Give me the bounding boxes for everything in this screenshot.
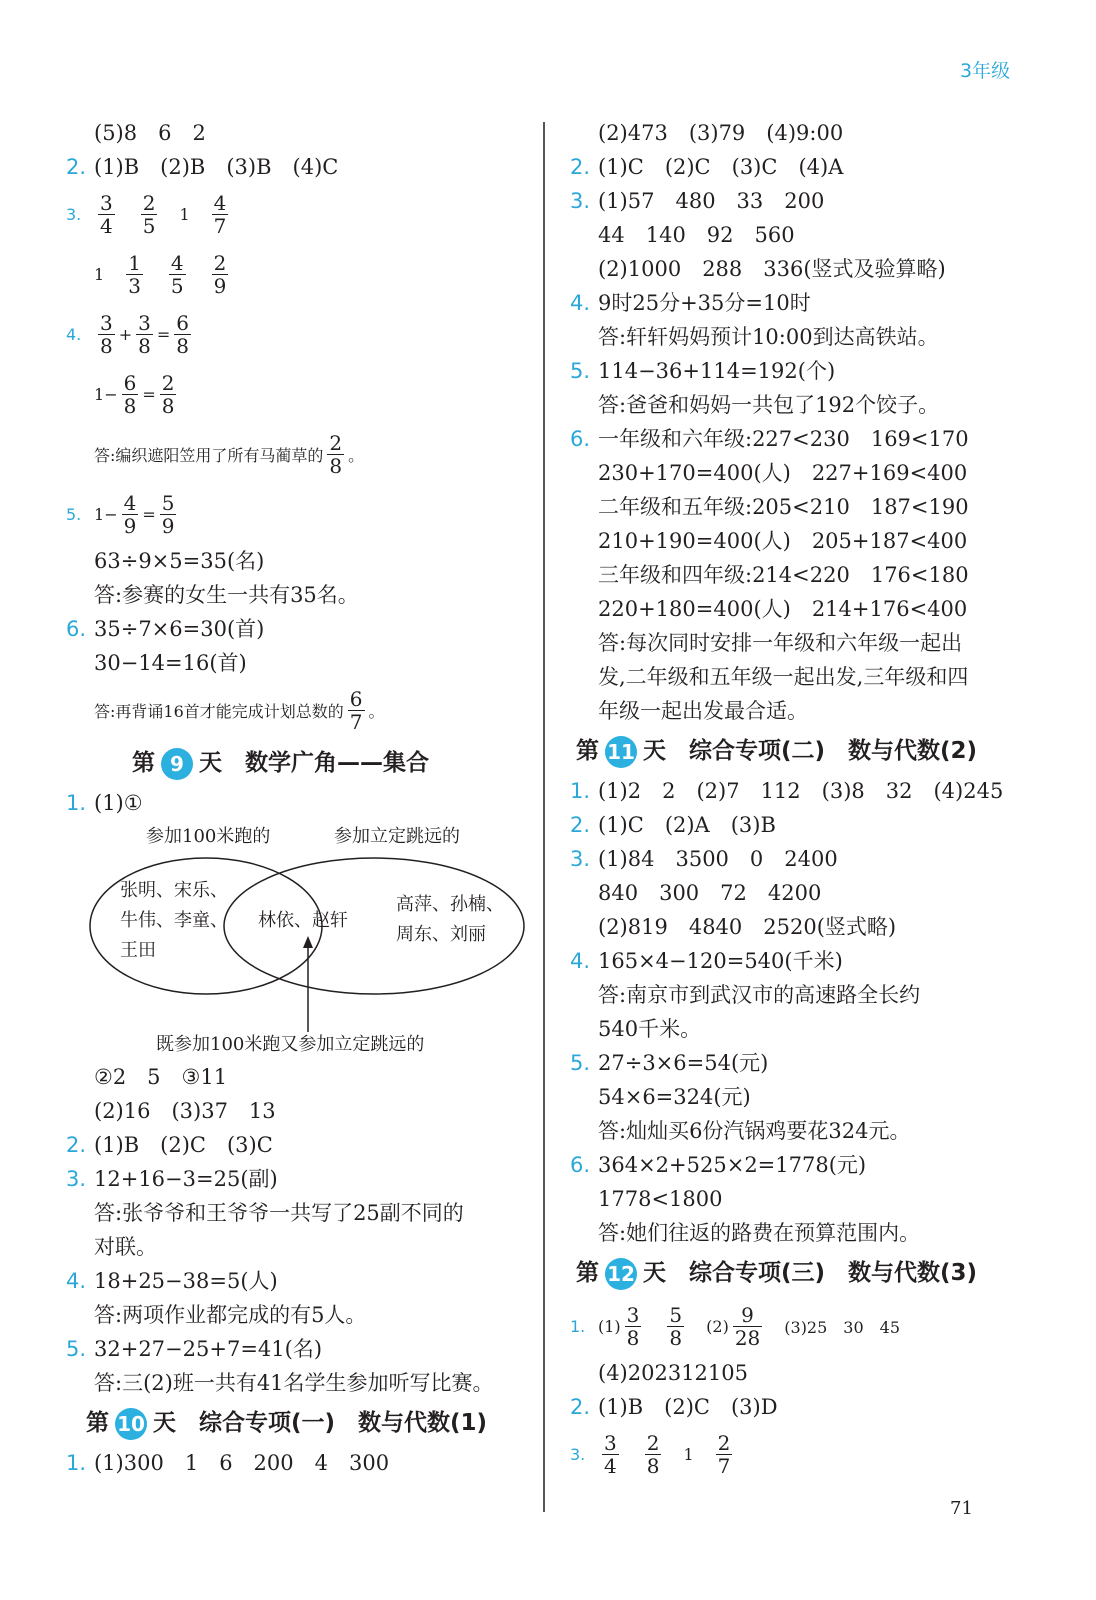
answer-line [570,808,1030,842]
fraction: $\frac{6}{7}$ [349,686,363,734]
answer-text: 27÷3×6=54(元) [598,1051,769,1075]
venn-both-names: 林依、赵轩 [258,910,348,931]
answer-line [570,150,1030,184]
fraction: $\frac{4}{7}$ [213,190,227,238]
answer-text: 1 [94,384,105,404]
left-column [66,116,536,1480]
column-divider [543,122,545,1512]
fraction: $\frac{9}{28}$ [734,1302,761,1350]
section-heading-day10: 第 10 天 综合专项(一) 数与代数(1) [66,1400,536,1446]
operator: = [142,384,156,404]
answer-line [570,842,1030,876]
fraction: $\frac{2}{8}$ [329,430,343,478]
fraction: $\frac{4}{5}$ [170,250,184,298]
answer-line: 答:轩轩妈妈预计10:00到达高铁站。 [598,325,939,349]
operator: − [104,504,118,524]
answer-text: (1)① [94,791,143,815]
answer-line: 发,二年级和五年级一起出发,三年级和四 [598,665,969,689]
answer-line: 答:她们往返的路费在预算范围内。 [598,1221,921,1245]
fraction: $\frac{5}{9}$ [161,490,175,538]
answer-text: 18+25−38=5(人) [94,1269,278,1293]
answer-text: (1) [598,1316,621,1336]
venn-arrow-label: 既参加100米跑又参加立定跳远的 [156,1034,425,1055]
question-number: 5. [66,504,82,524]
question-number: 1. [570,1316,586,1336]
question-number: 1. [66,791,87,815]
answer-text: 一年级和六年级:227<230 169<170 [598,427,969,451]
answer-line [570,1390,1030,1424]
answer-text: 1 [179,204,190,224]
answer-line: (2)473 (3)79 (4)9:00 [598,121,844,145]
answer-line [66,1162,536,1196]
answer-line: 答:爸爸和妈妈一共包了192个饺子。 [598,393,940,417]
grade-label: 3年级 [960,60,1011,82]
question-number: 3. [570,189,591,213]
answer-text: (1)2 2 (2)7 112 (3)8 32 (4)245 [598,779,1004,803]
answer-line: 三年级和四年级:214<220 176<180 [598,563,969,587]
question-number: 6. [570,1153,591,1177]
answer-text: 答:编织遮阳笠用了所有马蔺草的 [94,445,324,465]
period: 。 [348,445,365,465]
question-number: 2. [570,813,591,837]
answer-text: (1)B (2)C (3)D [598,1395,778,1419]
answer-line: 210+190=400(人) 205+187<400 [598,529,968,553]
answer-text: (1)C (2)A (3)B [598,813,776,837]
question-number: 4. [570,949,591,973]
answer-line [66,150,536,184]
fraction-row [66,364,536,424]
fraction: $\frac{4}{9}$ [123,490,137,538]
answer-line: 答:两项作业都完成的有5人。 [94,1303,367,1327]
answer-text: (3)25 30 45 [784,1317,901,1337]
venn-left-names: 王田 [120,940,156,961]
fraction: $\frac{3}{8}$ [626,1302,640,1350]
fraction-row [66,680,536,740]
answer-line [570,1046,1030,1080]
answer-line [66,1128,536,1162]
answer-line [570,354,1030,388]
answer-line: 540千米。 [598,1017,702,1041]
venn-right-names: 高萍、孙楠、 [396,894,504,915]
answer-line: 1778<1800 [598,1187,723,1211]
answer-line: 54×6=324(元) [598,1085,751,1109]
fraction: $\frac{6}{8}$ [176,310,190,358]
question-number: 3. [66,1167,87,1191]
answer-text: (1)B (2)C (3)C [94,1133,273,1157]
answer-text: 364×2+525×2=1778(元) [598,1153,867,1177]
answer-line [570,1148,1030,1182]
fraction: $\frac{3}{4}$ [100,190,113,238]
answer-line: 答:三(2)班一共有41名学生参加听写比赛。 [94,1371,494,1395]
fraction: $\frac{3}{8}$ [138,310,151,358]
question-number: 1. [66,1451,87,1475]
question-number: 2. [66,1133,87,1157]
answer-line [570,422,1030,456]
answer-line: 答:参赛的女生一共有35名。 [94,583,359,607]
answer-line: 年级一起出发最合适。 [598,699,808,723]
answer-text: (1)C (2)C (3)C (4)A [598,155,844,179]
answer-line: (4)202312105 [598,1361,748,1385]
answer-line: 840 300 72 4200 [598,881,822,905]
question-number: 2. [570,155,591,179]
question-number: 3. [66,204,82,224]
fraction-row [66,304,536,364]
answer-line: 对联。 [94,1235,157,1259]
answer-line: 230+170=400(人) 227+169<400 [598,461,968,485]
question-number: 4. [570,291,591,315]
answer-text: (1)300 1 6 200 4 300 [94,1451,390,1475]
question-number: 1. [570,779,591,803]
page-number: 71 [950,1498,973,1519]
answer-line: 答:灿灿买6份汽锅鸡要花324元。 [598,1119,911,1143]
section-heading-day9: 第 9 天 数学广角——集合 [66,740,536,786]
question-number: 4. [66,324,82,344]
fraction-row [570,1296,1030,1356]
answer-line: (2)819 4840 2520(竖式略) [598,915,897,939]
answer-line: 30−14=16(首) [94,651,247,675]
answer-line [570,944,1030,978]
question-number: 3. [570,847,591,871]
question-number: 6. [570,427,591,451]
question-number: 2. [570,1395,591,1419]
fraction: $\frac{3}{8}$ [100,310,113,358]
venn-left-names: 张明、宋乐、 [120,880,228,901]
fraction-row [66,484,536,544]
fraction-row [66,424,536,484]
fraction: $\frac{2}{5}$ [142,190,156,238]
fraction: $\frac{2}{8}$ [161,370,175,418]
answer-text: (1)57 480 33 200 [598,189,825,213]
answer-line [570,774,1030,808]
venn-label-left: 参加100米跑的 [146,826,271,847]
question-number: 5. [66,1337,87,1361]
question-number: 3. [570,1444,586,1464]
fraction: $\frac{6}{8}$ [123,370,137,418]
answer-text: 12+16−3=25(副) [94,1167,278,1191]
answer-line [66,1332,536,1366]
answer-line: 二年级和五年级:205<210 187<190 [598,495,969,519]
answer-text: 165×4−120=540(千米) [598,949,843,973]
answer-text: (2) [706,1316,729,1336]
answer-line: 答:每次同时安排一年级和六年级一起出 [598,631,963,655]
answer-line: (2)1000 288 336(竖式及验算略) [598,257,946,281]
answer-line: (2)16 (3)37 13 [94,1099,276,1123]
operator: − [104,384,118,404]
section-heading-day12: 第 12 天 综合专项(三) 数与代数(3) [570,1250,1030,1296]
answer-text: 1 [94,264,105,284]
day-badge: 12 [605,1258,637,1290]
fraction-row [66,184,536,244]
venn-right-names: 周东、刘丽 [396,924,486,945]
section-heading-day11: 第 11 天 综合专项(二) 数与代数(2) [570,728,1030,774]
right-column [570,116,1030,1484]
operator: = [142,504,156,524]
fraction: $\frac{2}{7}$ [717,1430,731,1478]
answer-text: (1)B (2)B (3)B (4)C [94,155,339,179]
fraction: $\frac{5}{8}$ [669,1302,683,1350]
operator: = [156,324,171,344]
answer-line [66,786,536,820]
answer-text: 9时25分+35分=10时 [598,291,811,315]
question-number: 2. [66,155,87,179]
answer-line [570,184,1030,218]
answer-line: 答:张爷爷和王爷爷一共写了25副不同的 [94,1201,464,1225]
answer-text: 114−36+114=192(个) [598,359,836,383]
day-badge: 11 [605,736,637,768]
operator: + [118,324,133,344]
period: 。 [368,701,385,721]
answer-line: 63÷9×5=35(名) [94,549,265,573]
answer-line: 44 140 92 560 [598,223,795,247]
question-number: 5. [570,359,591,383]
venn-label-right: 参加立定跳远的 [334,826,460,847]
answer-text: 1 [683,1444,694,1464]
question-number: 5. [570,1051,591,1075]
fraction: $\frac{2}{9}$ [213,250,227,298]
fraction: $\frac{2}{8}$ [646,1430,660,1478]
answer-line: ②2 5 ③11 [94,1065,228,1089]
answer-text: (1)84 3500 0 2400 [598,847,838,871]
day-badge: 10 [115,1408,147,1440]
fraction-row [570,1424,1030,1484]
venn-arrow-head [303,936,313,948]
venn-diagram [66,820,536,1060]
question-number: 6. [66,617,87,641]
answer-text: 35÷7×6=30(首) [94,617,265,641]
fraction: $\frac{1}{3}$ [128,250,141,298]
answer-line [570,286,1030,320]
question-number: 4. [66,1269,87,1293]
fraction-row [66,244,536,304]
venn-left-names: 牛伟、李童、 [120,910,228,931]
answer-line [66,612,536,646]
answer-text: 答:再背诵16首才能完成计划总数的 [94,701,344,721]
answer-text: 1 [94,504,105,524]
answer-line [66,1446,536,1480]
day-badge: 9 [161,748,193,780]
answer-line: 答:南京市到武汉市的高速路全长约 [598,983,921,1007]
fraction: $\frac{3}{4}$ [604,1430,617,1478]
answer-line [66,1264,536,1298]
answer-line: 220+180=400(人) 214+176<400 [598,597,968,621]
answer-line: (5)8 6 2 [94,121,206,145]
answer-text: 32+27−25+7=41(名) [94,1337,323,1361]
